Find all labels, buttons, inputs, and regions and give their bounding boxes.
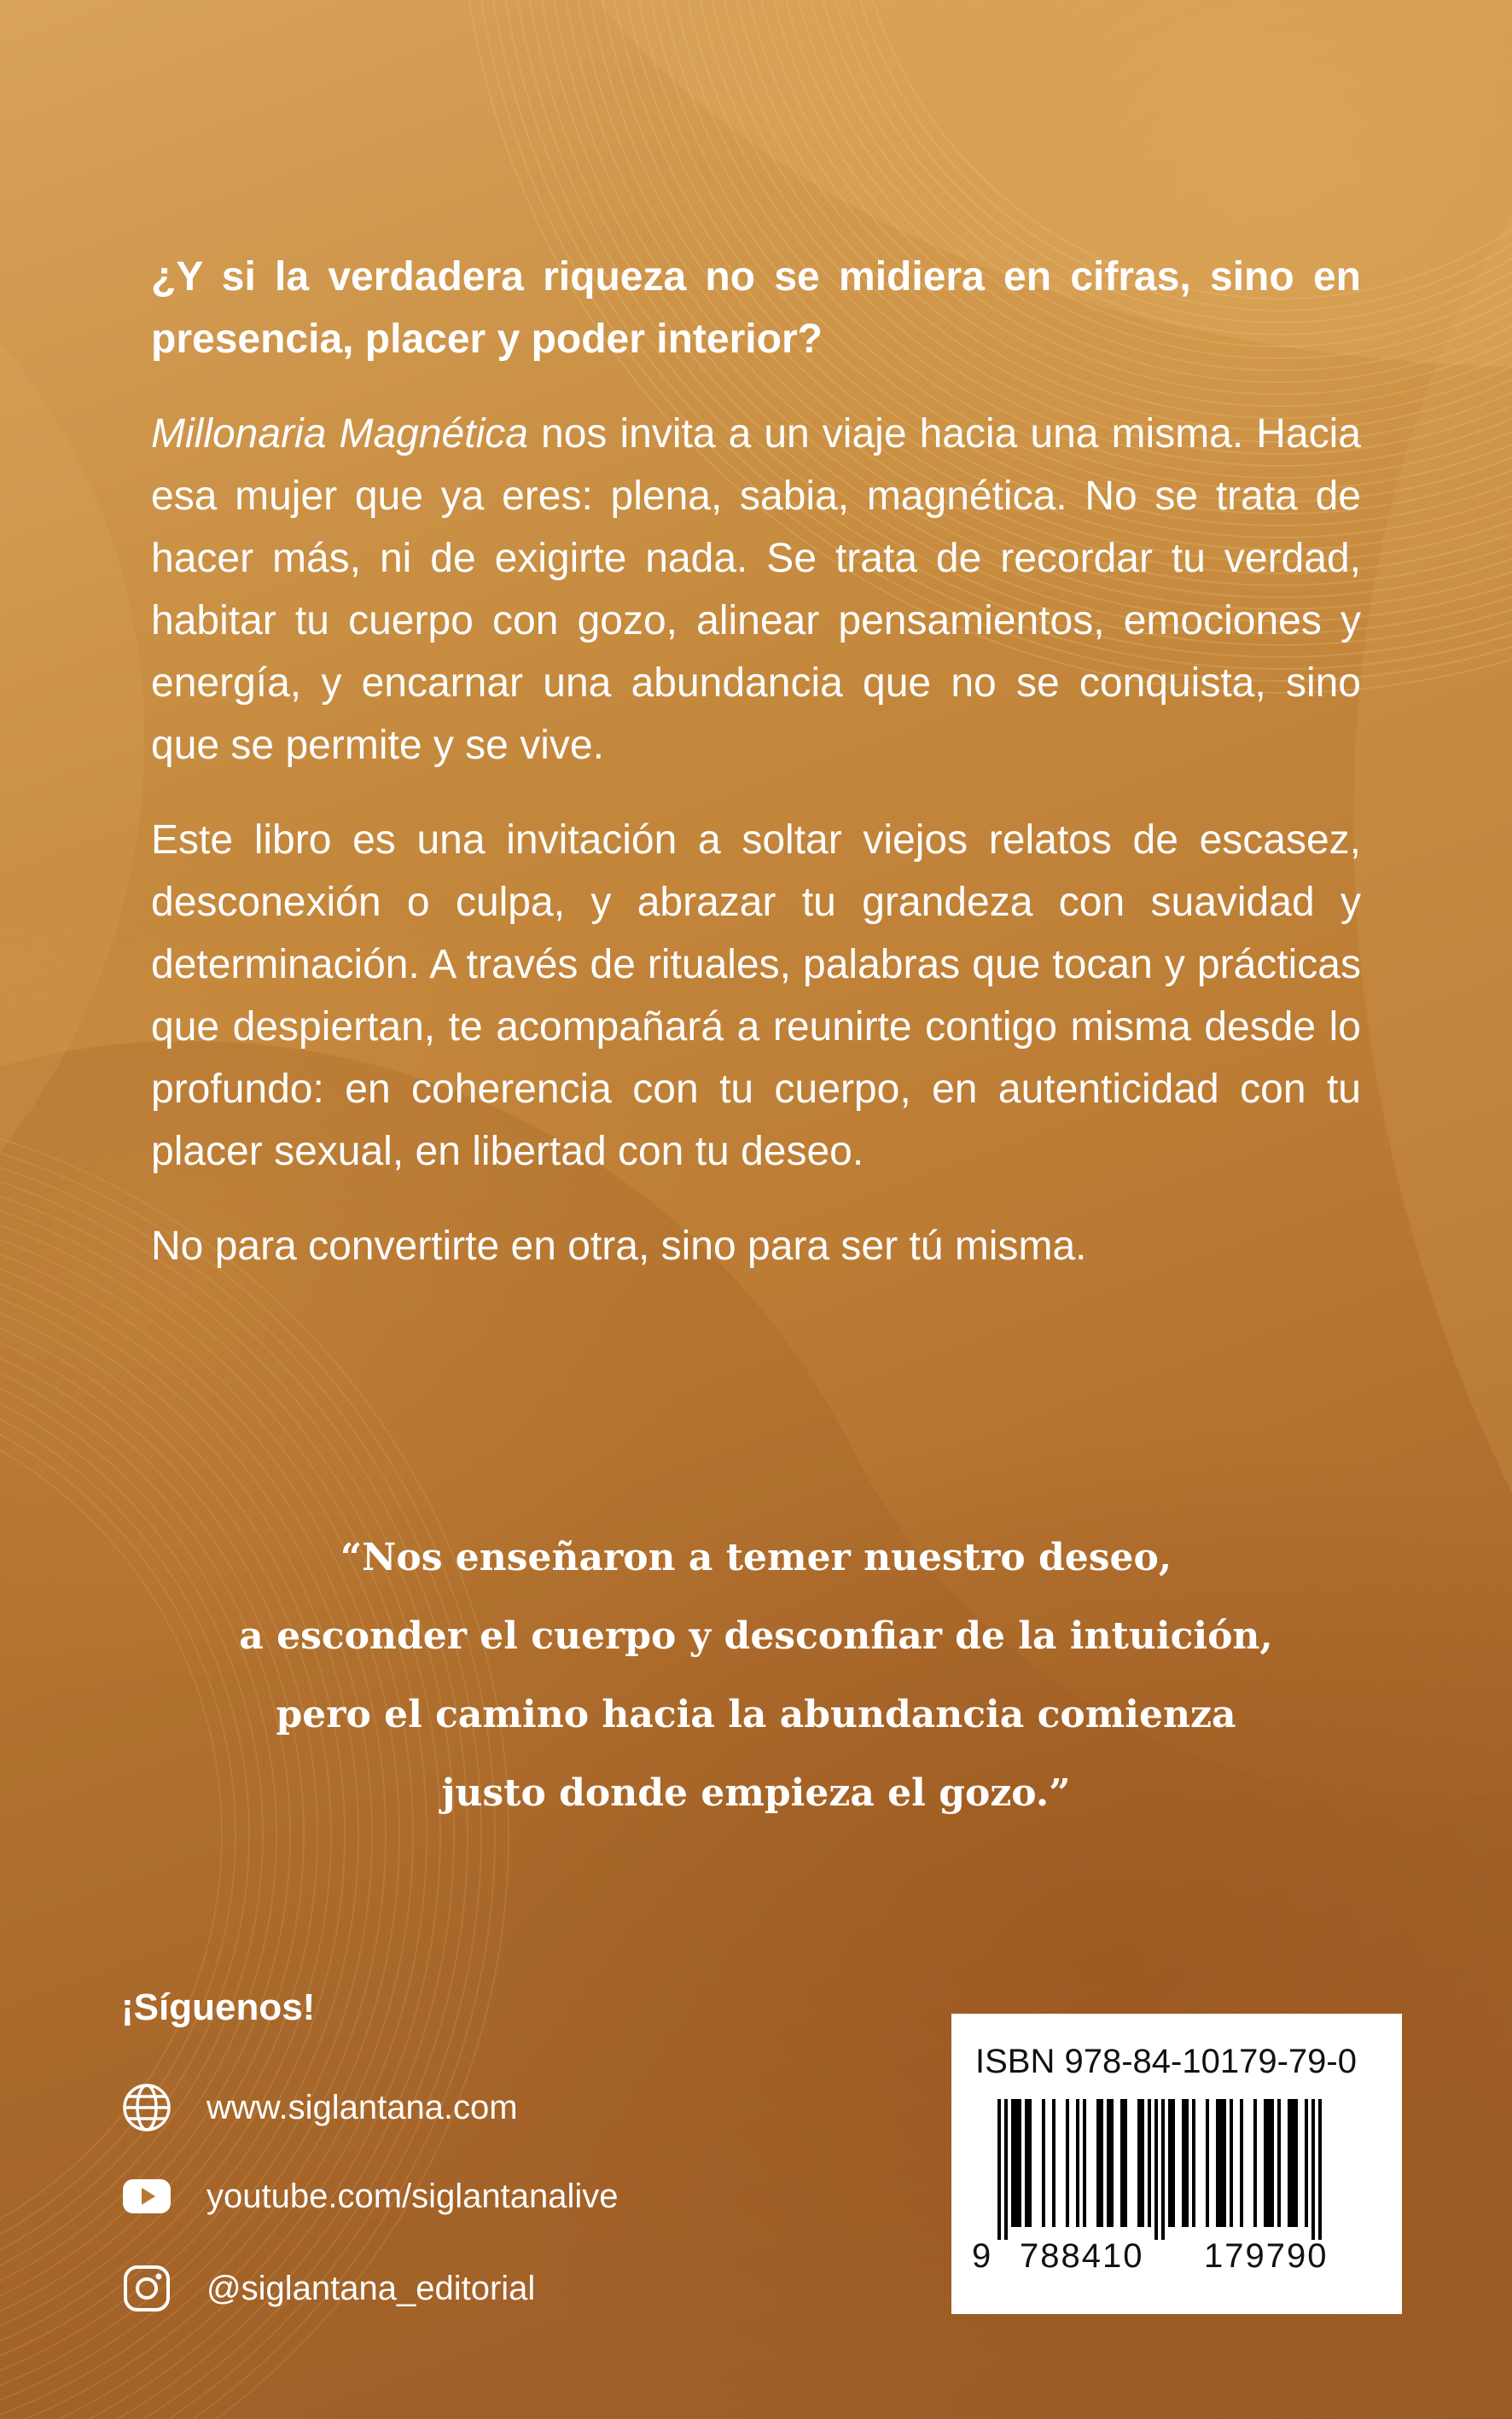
youtube-icon [121,2171,172,2222]
barcode-bar [1185,2099,1189,2227]
isbn-barcode-box [951,2014,1402,2314]
barcode-bar [1083,2099,1086,2227]
synopsis-paragraph-3: No para convertirte en otra, sino para ser tú misma. [151,1224,1087,1269]
quote-line-2: a esconder el cuerpo y desconfiar de la intuición, [239,1614,1273,1658]
quote-line-4: justo donde empieza el gozo.” [441,1771,1071,1815]
website-label: www.siglantana.com [206,2088,518,2126]
barcode-guard-bar [997,2099,1001,2240]
barcode-bar [1148,2099,1151,2227]
barcode-bar [1216,2099,1219,2227]
barcode-guard-bar [1161,2099,1165,2240]
synopsis-paragraph-2: Este libro es una invitación a soltar viejos relatos de escasez, desconexión o culpa, y abrazar tu grandeza con suavidad y determinación. A través de rituales, palabras que tocan y prácticas que despiertan, te acompañará a reunirte contigo misma desde lo profundo: en coherencia con tu cuerpo, en autenticidad con tu placer sexual, en libertad con tu deseo. [151,817,1361,1174]
barcode-bar [1015,2099,1018,2227]
barcode-bar [1271,2099,1274,2227]
globe-icon [121,2082,172,2133]
barcode-bar [1288,2099,1291,2227]
barcode-bar [1294,2099,1298,2227]
book-title: Millonaria Magnética [151,411,528,456]
barcode-bar [1124,2099,1127,2227]
barcode-bar [1018,2099,1021,2227]
barcode-bar [1267,2099,1271,2227]
barcode-bar [1120,2099,1124,2227]
youtube-label: youtube.com/siglantanalive [206,2177,619,2215]
barcode-guard-bar [1004,2099,1008,2240]
barcode-bar [1206,2099,1209,2227]
barcode-bar [1110,2099,1114,2227]
youtube-link[interactable] [121,2171,619,2222]
barcode [980,2099,1373,2240]
pull-quote [137,1519,1375,1833]
barcode-guard-bar [1154,2099,1158,2240]
barcode-bar [1042,2099,1045,2227]
instagram-link[interactable] [121,2263,535,2314]
barcode-bar [1137,2099,1141,2227]
barcode-bar [1230,2099,1233,2227]
barcode-bar [1100,2099,1103,2227]
barcode-bar [1182,2099,1185,2227]
barcode-bar [1025,2099,1028,2227]
barcode-bar [1192,2099,1195,2227]
barcode-bar [1291,2099,1294,2227]
barcode-bar [1066,2099,1069,2227]
barcode-bar [1076,2099,1079,2227]
quote-line-1: “Nos enseñaron a temer nuestro deseo, [340,1536,1172,1579]
barcode-bar [1305,2099,1308,2227]
synopsis-paragraph-1-text: nos invita a un viaje hacia una misma. Hacia esa mujer que ya eres: plena, sabia, magnética. No se trata de hacer más, ni de exigirte nada. Se trata de recordar tu verdad, habitar tu cuerpo con gozo, alinear pensamientos, emociones y energía, y encarnar una abundancia que no se conquista, sino que se permite y se vive. [151,411,1361,768]
barcode-bar [1168,2099,1172,2227]
barcode-bar [1141,2099,1144,2227]
barcode-digits-right: 179790 [1204,2237,1329,2275]
barcode-bar [1052,2099,1055,2227]
barcode-bar [1172,2099,1175,2227]
barcode-guard-bar [1318,2099,1322,2240]
follow-us-title: ¡Síguenos! [121,1986,316,2028]
isbn-number: ISBN 978-84-10179-79-0 [975,2043,1357,2080]
synopsis [151,246,1361,1310]
barcode-bar [1264,2099,1267,2227]
barcode-bar [1096,2099,1100,2227]
barcode-digit-first: 9 [972,2237,993,2275]
barcode-bar [1219,2099,1223,2227]
barcode-bar [1253,2099,1257,2227]
barcode-bar [1277,2099,1281,2227]
barcode-bar [1028,2099,1032,2227]
barcode-guard-bar [1311,2099,1315,2240]
website-link[interactable] [121,2082,518,2133]
synopsis-paragraph-1 [151,403,1361,776]
opening-question: ¿Y si la verdadera riqueza no se midiera en cifras, sino en presencia, placer y poder interior? [151,254,1361,362]
barcode-bar [1223,2099,1226,2227]
barcode-bar [1011,2099,1015,2227]
barcode-bar [1240,2099,1243,2227]
quote-line-3: pero el camino hacia la abundancia comienza [276,1693,1236,1736]
instagram-icon [121,2263,172,2314]
barcode-digits-left: 788410 [1020,2237,1144,2275]
instagram-label: @siglantana_editorial [206,2269,536,2307]
barcode-bar [1107,2099,1110,2227]
